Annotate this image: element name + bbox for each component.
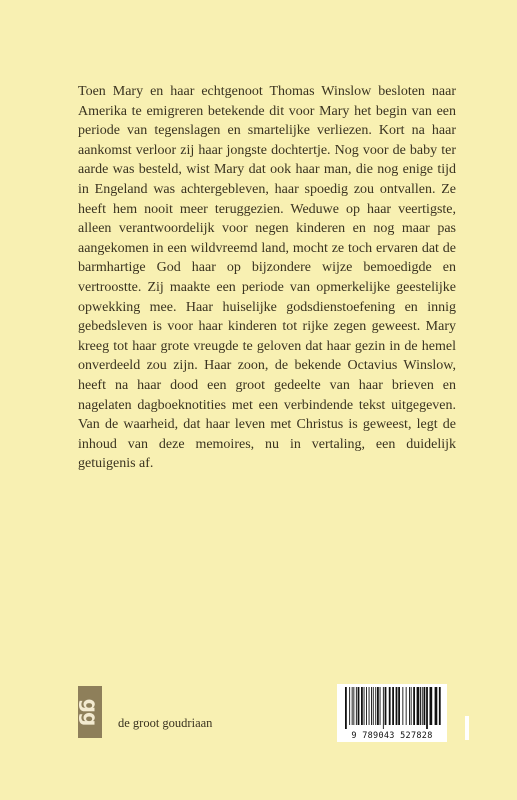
barcode-bar bbox=[398, 687, 400, 725]
barcode-bar bbox=[424, 687, 426, 725]
barcode-bar bbox=[422, 687, 423, 725]
barcode-bar bbox=[385, 687, 387, 725]
barcode-bar bbox=[361, 687, 363, 725]
barcode-bar bbox=[377, 687, 379, 725]
barcode-bar bbox=[356, 687, 357, 725]
barcode-bar bbox=[371, 687, 372, 725]
barcode-bar bbox=[352, 687, 353, 725]
barcode-bar bbox=[375, 687, 376, 725]
barcode-bar bbox=[430, 687, 433, 725]
barcode-bar bbox=[413, 687, 415, 725]
barcode-bar bbox=[417, 687, 420, 725]
barcode-bar bbox=[392, 687, 394, 725]
barcode-bar bbox=[373, 687, 374, 725]
barcode-bar bbox=[380, 687, 381, 725]
barcode-bar bbox=[366, 687, 367, 725]
barcode-bar bbox=[364, 687, 365, 725]
barcode-bar bbox=[396, 687, 398, 725]
isbn-barcode bbox=[337, 684, 447, 742]
barcode-bar bbox=[349, 687, 350, 725]
isbn-number: 9 789043 527828 bbox=[351, 731, 433, 741]
barcode-bar bbox=[345, 687, 347, 729]
barcode-bar bbox=[358, 687, 360, 725]
barcode-bar bbox=[389, 687, 391, 725]
barcode-bar bbox=[420, 687, 421, 725]
barcode-bar bbox=[439, 687, 441, 725]
barcode-bar bbox=[406, 687, 407, 725]
publisher-name: de groot goudriaan bbox=[118, 716, 213, 730]
barcode-bar bbox=[402, 687, 403, 725]
barcode-bar bbox=[383, 687, 384, 729]
barcode-bar bbox=[353, 687, 354, 725]
barcode-bar bbox=[411, 687, 412, 725]
back-cover-blurb: Toen Mary en haar echtgenoot Thomas Winslow besloten naar Amerika te emigreren betekende dit voor Mary het begin van een periode van tegenslagen en smartelijke verliezen. Kort na haar aankomst verloor zij haar jongste dochtertje. Nog voor de baby ter aarde was besteld, wist Mary dat ook haar man, die nog enige tijd in Engeland was achtergebleven, haar spoedig zou ontvallen. Ze heeft hem nooit meer teruggezien. Weduwe op haar veertigste, alleen verantwoordelijk voor negen kinderen en nog maar pas aangekomen in een wildvreemd land, mocht ze toch ervaren dat de barmhartige God haar op bijzondere wijze bemoedigde en vertroostte. Zij maakte een periode van opmerkelijke geestelijke opwekking mee. Haar huiselijke godsdienstoefening en innig gebedsleven is voor haar kinderen tot rijke zegen geweest. Mary kreeg tot haar grote vreugde te geloven dat haar gezin in de hemel onverdeeld zou zijn. Haar zoon, de bekende Octavius Winslow, heeft na haar dood een groot gedeelte van haar brieven en nagelaten dagboeknotities met een verbindende tekst uitgegeven. Van de waarheid, dat haar leven met Christus is geweest, legt de inhoud van deze memoires, nu in vertaling, een duidelijk getuigenis af. bbox=[78, 84, 456, 472]
barcode-bars bbox=[337, 684, 447, 730]
publisher-logo bbox=[78, 686, 102, 738]
barcode-bar bbox=[409, 687, 410, 725]
edge-mark bbox=[465, 716, 469, 740]
barcode-bar bbox=[426, 687, 428, 729]
barcode-bar bbox=[369, 687, 370, 725]
barcode-bar bbox=[435, 687, 438, 725]
publisher-logo-glyph: gg bbox=[78, 698, 103, 726]
